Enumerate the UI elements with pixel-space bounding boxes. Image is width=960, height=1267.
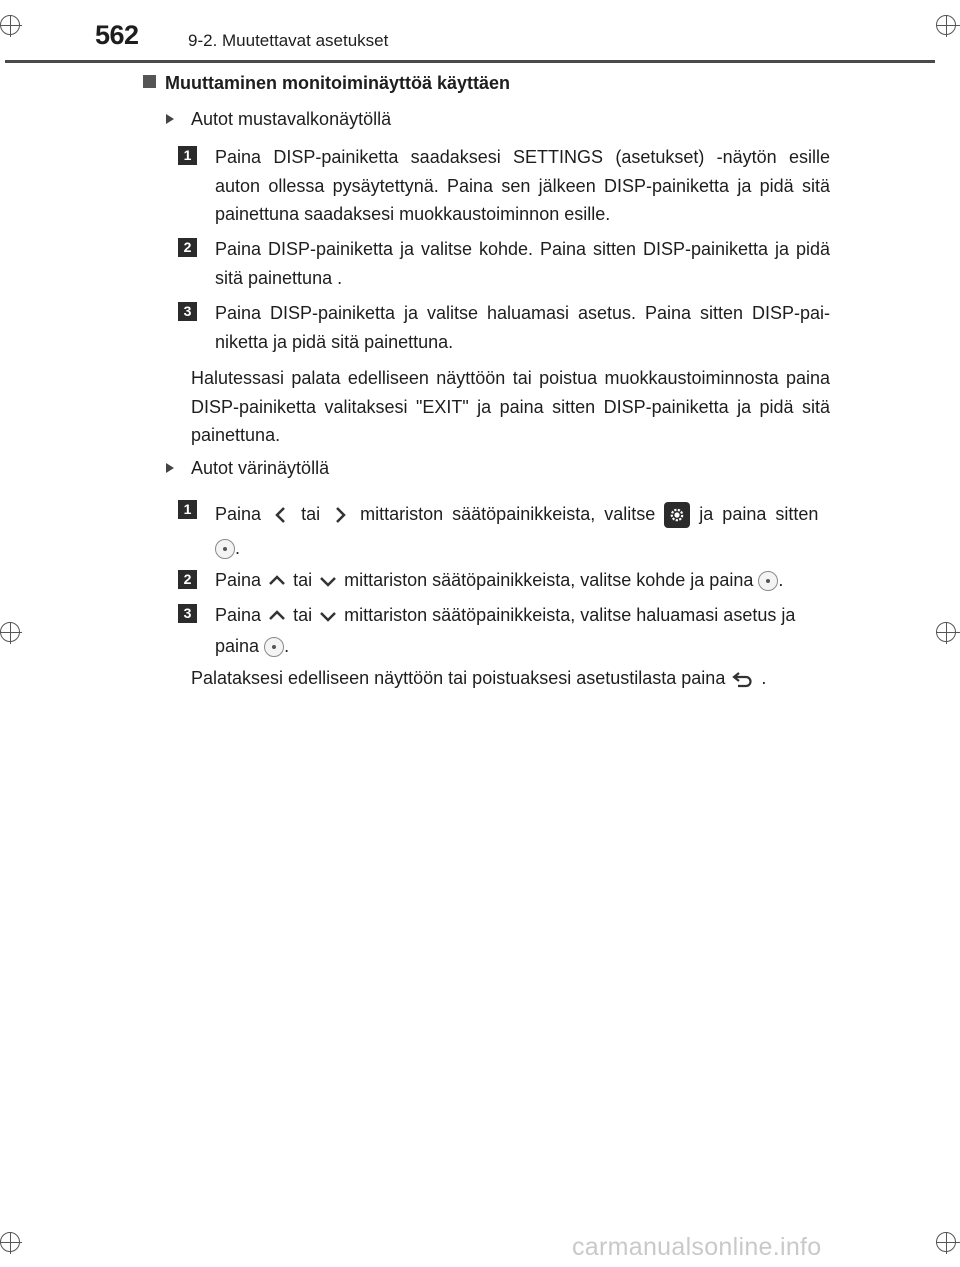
chevron-right-icon (329, 504, 351, 526)
color-step-3-text-c: mittariston säätöpainikkeista, valitse haluamasi asetus ja paina (215, 605, 796, 656)
square-bullet-icon (143, 75, 156, 88)
step-number-1: 1 (178, 146, 197, 165)
back-arrow-icon (730, 669, 756, 689)
color-step-3 (215, 600, 830, 662)
step-number-2: 2 (178, 570, 197, 589)
color-step-1-text-a: Paina (215, 504, 262, 524)
subsection-mono (166, 109, 391, 130)
color-step-3-text-a: Paina (215, 605, 262, 625)
step-number-3: 3 (178, 302, 197, 321)
triangle-bullet-icon (166, 114, 174, 124)
mono-step-1-text: Paina DISP-painiketta saadaksesi SETTINGS (asetukset) -näytön esille auton ollessa pysäytettynä. Paina sen jälkeen DISP-painiketta ja pidä sitä painettuna saadaksesi muokkaustoiminnon esille. (215, 147, 830, 224)
mono-step-2-text: Paina DISP-painiketta ja valitse kohde. Paina sitten DISP-painiketta ja pidä sitä painettuna . (215, 239, 830, 288)
section-title: Muuttaminen monitoiminäyttöä käyttäen (165, 73, 511, 93)
chevron-up-icon (266, 605, 288, 627)
color-step-1-text-b: tai (301, 504, 321, 524)
enter-button-icon (758, 571, 778, 591)
color-step-1-text-c: mittariston säätöpainikkeista, valitse (360, 504, 656, 524)
chevron-up-icon (266, 570, 288, 592)
mono-step-3-text: Paina DISP-painiketta ja valitse haluamasi asetus. Paina sitten DISP-pai-niketta ja pidä sitä painettuna. (215, 303, 830, 352)
color-step-2-text-c: mittariston säätöpainikkeista, valitse kohde ja paina (344, 570, 754, 590)
section-heading (143, 73, 510, 94)
chevron-down-icon (317, 570, 339, 592)
color-note (191, 664, 830, 693)
subsection-color (166, 458, 329, 479)
color-step-1-text-d: ja paina sitten (699, 504, 819, 524)
step-number-2: 2 (178, 238, 197, 257)
header-rule (5, 60, 935, 63)
color-step-1-text-e: . (235, 538, 241, 558)
triangle-bullet-icon (166, 463, 174, 473)
chapter-title: 9-2. Muutettavat asetukset (188, 31, 389, 50)
color-step-3-text-b: tai (293, 605, 313, 625)
subsection-mono-title: Autot mustavalkonäytöllä (191, 109, 392, 129)
color-step-3-text-d: . (284, 636, 290, 656)
color-step-2-text-b: tai (293, 570, 313, 590)
page-number: 562 (95, 20, 139, 50)
settings-gear-icon (664, 502, 690, 528)
color-step-2-text-d: . (778, 570, 784, 590)
color-note-period: . (761, 668, 767, 688)
subsection-color-title: Autot värinäytöllä (191, 458, 330, 478)
chevron-down-icon (317, 605, 339, 627)
enter-button-icon (215, 539, 235, 559)
enter-button-icon (264, 637, 284, 657)
step-number-1: 1 (178, 500, 197, 519)
chevron-left-icon (270, 504, 292, 526)
color-step-2 (215, 566, 830, 595)
mono-note: Halutessasi palata edelliseen näyttöön tai poistua muokkaustoiminnosta paina DISP-painiketta valitaksesi "EXIT" ja paina sitten DISP-painiketta ja pidä sitä painettuna. (191, 368, 830, 445)
watermark: carmanualsonline.info (572, 1233, 822, 1261)
color-note-text: Palataksesi edelliseen näyttöön tai poistuaksesi asetustilasta paina (191, 668, 726, 688)
color-step-2-text-a: Paina (215, 570, 262, 590)
step-number-3: 3 (178, 604, 197, 623)
color-step-1 (215, 497, 830, 565)
